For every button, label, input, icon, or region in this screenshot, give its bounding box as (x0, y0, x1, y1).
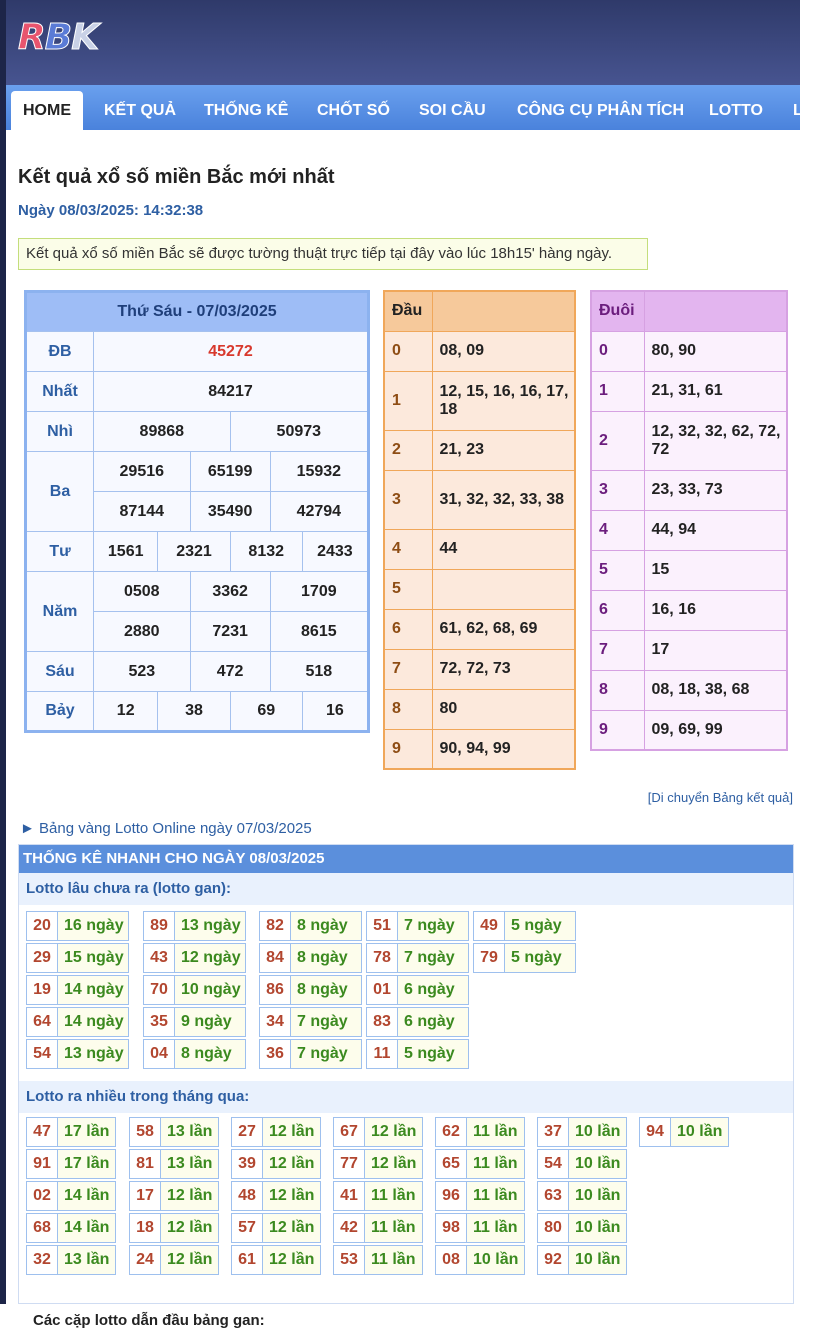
stat-cell (26, 911, 129, 941)
nav-chot-so[interactable]: CHỐT SỐ (317, 102, 390, 119)
stat-cell (537, 1181, 627, 1211)
stat-count: 10 lần (569, 1118, 626, 1146)
stat-number: 54 (538, 1150, 569, 1178)
prize-nhat: 84217 (94, 372, 369, 412)
dau-values: 12, 15, 16, 16, 17, 18 (432, 371, 575, 430)
prize-nam: 2880 (94, 612, 191, 652)
stat-number: 63 (538, 1182, 569, 1210)
duoi-header-blank (644, 291, 787, 331)
stat-number: 49 (474, 912, 505, 940)
stat-count: 8 ngày (291, 976, 361, 1004)
duoi-key: 9 (591, 710, 644, 750)
stat-cell (259, 975, 362, 1005)
stat-number: 79 (474, 944, 505, 972)
page-body (0, 130, 800, 1329)
stat-number: 86 (260, 976, 291, 1004)
nav-ket-qua[interactable]: KẾT QUẢ (104, 102, 176, 119)
dau-values: 61, 62, 68, 69 (432, 609, 575, 649)
duoi-table (590, 290, 788, 751)
stat-number: 58 (130, 1118, 161, 1146)
prize-sau: 518 (270, 652, 368, 692)
stat-count: 7 ngày (291, 1008, 361, 1036)
prize-ba: 15932 (270, 452, 368, 492)
stat-cell (366, 975, 469, 1005)
stat-number: 32 (27, 1246, 58, 1274)
stat-cell (537, 1213, 627, 1243)
stat-count: 8 ngày (291, 944, 361, 972)
dau-header-blank (432, 291, 575, 331)
duoi-values: 80, 90 (644, 331, 787, 371)
dau-table (383, 290, 576, 770)
stat-cell (26, 1149, 116, 1179)
stat-cell (143, 943, 246, 973)
stat-count: 13 ngày (175, 912, 245, 940)
stat-cell (143, 1039, 246, 1069)
duoi-key: 1 (591, 371, 644, 411)
nav-cong-cu-phan-tich[interactable]: CÔNG CỤ PHÂN TÍCH (517, 102, 685, 119)
stat-cell (231, 1245, 321, 1275)
dau-values: 08, 09 (432, 331, 575, 371)
dau-key: 5 (384, 569, 432, 609)
stat-number: 77 (334, 1150, 365, 1178)
prize-tu: 1561 (94, 532, 158, 572)
stat-number: 94 (640, 1118, 671, 1146)
logo-letter-k: K (71, 17, 99, 58)
prize-tu: 2433 (302, 532, 368, 572)
stat-cell (231, 1213, 321, 1243)
stat-cell (537, 1149, 627, 1179)
stat-cell (333, 1181, 423, 1211)
main-nav (0, 85, 803, 130)
stat-number: 57 (232, 1214, 263, 1242)
stat-cell (143, 975, 246, 1005)
stat-count: 10 lần (569, 1182, 626, 1210)
stat-number: 53 (334, 1246, 365, 1274)
prize-nam: 7231 (190, 612, 270, 652)
stat-count: 7 ngày (398, 912, 468, 940)
stat-count: 12 lần (161, 1182, 218, 1210)
stat-cell (129, 1181, 219, 1211)
dau-key: 3 (384, 470, 432, 529)
stat-count: 11 lần (467, 1118, 524, 1146)
dau-values: 31, 32, 32, 33, 38 (432, 470, 575, 529)
stat-count: 13 lần (161, 1118, 218, 1146)
prize-nam: 3362 (190, 572, 270, 612)
stat-count: 12 lần (263, 1214, 320, 1242)
prize-ba: 42794 (270, 492, 368, 532)
stat-count: 13 lần (58, 1246, 115, 1274)
stat-cell (366, 943, 469, 973)
site-logo[interactable] (18, 17, 99, 58)
duoi-values: 09, 69, 99 (644, 710, 787, 750)
nav-home[interactable]: HOME (11, 91, 83, 130)
stat-number: 36 (260, 1040, 291, 1068)
nhieu-grid (19, 1113, 793, 1273)
stat-number: 70 (144, 976, 175, 1004)
dau-key: 7 (384, 649, 432, 689)
stat-number: 92 (538, 1246, 569, 1274)
prize-nam: 8615 (270, 612, 368, 652)
stat-count: 13 ngày (58, 1040, 128, 1068)
stat-count: 12 lần (263, 1246, 320, 1274)
stat-count: 12 ngày (175, 944, 245, 972)
stat-cell (537, 1245, 627, 1275)
duoi-key: 2 (591, 411, 644, 470)
prize-ba: 35490 (190, 492, 270, 532)
label-tu: Tư (26, 532, 94, 572)
stat-number: 78 (367, 944, 398, 972)
stat-count: 16 ngày (58, 912, 128, 940)
duoi-key: 7 (591, 630, 644, 670)
stat-cell (26, 1007, 129, 1037)
stat-number: 67 (334, 1118, 365, 1146)
prize-nam: 0508 (94, 572, 191, 612)
stat-cell (259, 911, 362, 941)
stat-count: 8 ngày (175, 1040, 245, 1068)
result-table (24, 290, 370, 733)
prize-nhi: 50973 (230, 412, 368, 452)
stat-cell (366, 1039, 469, 1069)
label-bay: Bảy (26, 692, 94, 732)
nav-soi-cau[interactable]: SOI CẦU (419, 102, 486, 119)
stat-number: 65 (436, 1150, 467, 1178)
stat-number: 42 (334, 1214, 365, 1242)
stat-cell (639, 1117, 729, 1147)
stat-cell (435, 1245, 525, 1275)
nhieu-section-title: Lotto ra nhiều trong tháng qua: (19, 1081, 793, 1113)
page-title: Kết quả xổ số miền Bắc mới nhất (18, 166, 335, 188)
stat-cell (26, 1117, 116, 1147)
stat-number: 80 (538, 1214, 569, 1242)
duoi-values: 21, 31, 61 (644, 371, 787, 411)
stat-count: 12 lần (161, 1246, 218, 1274)
stat-count: 11 lần (365, 1214, 422, 1242)
stat-number: 02 (27, 1182, 58, 1210)
stat-cell (259, 1007, 362, 1037)
stat-count: 13 lần (161, 1150, 218, 1178)
stat-count: 12 lần (263, 1182, 320, 1210)
quick-stats-title: THỐNG KÊ NHANH CHO NGÀY 08/03/2025 (19, 845, 793, 873)
duoi-values: 12, 32, 32, 62, 72, 72 (644, 411, 787, 470)
site-header (0, 0, 800, 85)
nav-lotto[interactable]: LOTTO (709, 102, 763, 119)
stat-cell (129, 1117, 219, 1147)
stat-count: 12 lần (263, 1118, 320, 1146)
dau-values: 21, 23 (432, 430, 575, 470)
prize-bay: 12 (94, 692, 158, 732)
label-sau: Sáu (26, 652, 94, 692)
dau-key: 4 (384, 529, 432, 569)
duoi-values: 23, 33, 73 (644, 470, 787, 510)
stat-number: 04 (144, 1040, 175, 1068)
duoi-key: 6 (591, 590, 644, 630)
prize-ba: 29516 (94, 452, 191, 492)
prize-bay: 69 (230, 692, 302, 732)
dau-values: 80 (432, 689, 575, 729)
gan-grid (19, 905, 793, 1081)
current-date: Ngày 08/03/2025: 14:32:38 (18, 202, 204, 219)
duoi-values: 44, 94 (644, 510, 787, 550)
stat-number: 27 (232, 1118, 263, 1146)
duoi-key: 4 (591, 510, 644, 550)
gan-pairs-section-title: Các cặp lotto dẫn đầu bảng gan: (33, 1312, 265, 1329)
stat-number: 84 (260, 944, 291, 972)
label-ba: Ba (26, 452, 94, 532)
prize-sau: 523 (94, 652, 191, 692)
stat-count: 14 lần (58, 1182, 115, 1210)
stat-number: 17 (130, 1182, 161, 1210)
duoi-values: 15 (644, 550, 787, 590)
stat-count: 5 ngày (505, 944, 575, 972)
stat-cell (231, 1117, 321, 1147)
dau-key: 8 (384, 689, 432, 729)
prize-nam: 1709 (270, 572, 368, 612)
stat-count: 10 lần (569, 1214, 626, 1242)
stat-cell (26, 975, 129, 1005)
dau-key: 1 (384, 371, 432, 430)
dau-key: 2 (384, 430, 432, 470)
nav-more[interactable]: L (793, 102, 803, 119)
stat-number: 51 (367, 912, 398, 940)
stat-cell (333, 1245, 423, 1275)
stat-count: 6 ngày (398, 1008, 468, 1036)
stat-count: 14 ngày (58, 1008, 128, 1036)
dau-values: 44 (432, 529, 575, 569)
stat-number: 35 (144, 1008, 175, 1036)
stat-cell (537, 1117, 627, 1147)
stat-number: 19 (27, 976, 58, 1004)
stat-count: 8 ngày (291, 912, 361, 940)
label-db: ĐB (26, 332, 94, 372)
stat-count: 7 ngày (398, 944, 468, 972)
stat-cell (231, 1181, 321, 1211)
stat-count: 10 lần (569, 1246, 626, 1274)
prize-ba: 65199 (190, 452, 270, 492)
stat-cell (333, 1213, 423, 1243)
gan-section-title: Lotto lâu chưa ra (lotto gan): (19, 873, 793, 905)
stat-number: 54 (27, 1040, 58, 1068)
stat-cell (26, 1181, 116, 1211)
prize-tu: 8132 (230, 532, 302, 572)
stat-number: 68 (27, 1214, 58, 1242)
stat-count: 17 lần (58, 1118, 115, 1146)
stat-count: 11 lần (467, 1214, 524, 1242)
stat-count: 12 lần (263, 1150, 320, 1178)
prize-sau: 472 (190, 652, 270, 692)
stat-cell (259, 943, 362, 973)
stat-cell (473, 911, 576, 941)
move-results-link[interactable]: [Di chuyển Bảng kết quả] (647, 790, 793, 805)
stat-number: 24 (130, 1246, 161, 1274)
stat-number: 96 (436, 1182, 467, 1210)
stat-number: 64 (27, 1008, 58, 1036)
stat-number: 61 (232, 1246, 263, 1274)
stat-cell (26, 1245, 116, 1275)
stat-count: 11 lần (467, 1150, 524, 1178)
stat-count: 12 lần (161, 1214, 218, 1242)
prize-tu: 2321 (158, 532, 230, 572)
stat-cell (435, 1213, 525, 1243)
stat-number: 11 (367, 1040, 398, 1068)
stat-count: 5 ngày (505, 912, 575, 940)
stat-number: 01 (367, 976, 398, 1004)
stat-cell (333, 1117, 423, 1147)
nav-thong-ke[interactable]: THỐNG KÊ (204, 102, 289, 119)
stat-cell (26, 1213, 116, 1243)
duoi-key: 0 (591, 331, 644, 371)
stat-count: 11 lần (365, 1246, 422, 1274)
stat-count: 11 lần (365, 1182, 422, 1210)
dau-values (432, 569, 575, 609)
stat-count: 12 lần (365, 1118, 422, 1146)
stat-cell (129, 1149, 219, 1179)
stat-count: 12 lần (365, 1150, 422, 1178)
stat-number: 20 (27, 912, 58, 940)
stat-cell (143, 1007, 246, 1037)
result-caption: Thứ Sáu - 07/03/2025 (26, 292, 369, 332)
stat-number: 83 (367, 1008, 398, 1036)
stat-number: 41 (334, 1182, 365, 1210)
stat-cell (129, 1245, 219, 1275)
live-notice: Kết quả xổ số miền Bắc sẽ được tường thuật trực tiếp tại đây vào lúc 18h15' hàng ngày. (18, 238, 648, 270)
dau-header: Đầu (384, 291, 432, 331)
duoi-key: 3 (591, 470, 644, 510)
quick-stats-panel (18, 844, 794, 1329)
prize-nhi: 89868 (94, 412, 231, 452)
stat-cell (143, 911, 246, 941)
stat-count: 10 lần (671, 1118, 728, 1146)
stat-number: 47 (27, 1118, 58, 1146)
dau-key: 6 (384, 609, 432, 649)
stat-count: 5 ngày (398, 1040, 468, 1068)
stat-cell (333, 1149, 423, 1179)
stat-cell (366, 911, 469, 941)
duoi-key: 5 (591, 550, 644, 590)
stat-number: 37 (538, 1118, 569, 1146)
duoi-values: 17 (644, 630, 787, 670)
stat-count: 7 ngày (291, 1040, 361, 1068)
prize-ba: 87144 (94, 492, 191, 532)
duoi-header: Đuôi (591, 291, 644, 331)
stat-count: 6 ngày (398, 976, 468, 1004)
stat-count: 10 lần (569, 1150, 626, 1178)
stat-number: 62 (436, 1118, 467, 1146)
stat-count: 10 lần (467, 1246, 524, 1274)
prize-bay: 16 (302, 692, 368, 732)
logo-letter-r: R (18, 17, 45, 58)
stat-count: 14 lần (58, 1214, 115, 1242)
stat-number: 89 (144, 912, 175, 940)
gold-lotto-link[interactable]: ► Bảng vàng Lotto Online ngày 07/03/2025 (20, 820, 312, 837)
stat-number: 18 (130, 1214, 161, 1242)
stat-cell (435, 1181, 525, 1211)
stat-number: 29 (27, 944, 58, 972)
stat-number: 08 (436, 1246, 467, 1274)
duoi-key: 8 (591, 670, 644, 710)
stat-count: 11 lần (467, 1182, 524, 1210)
label-nhat: Nhất (26, 372, 94, 412)
stat-cell (473, 943, 576, 973)
stat-count: 15 ngày (58, 944, 128, 972)
stat-cell (366, 1007, 469, 1037)
dau-values: 72, 72, 73 (432, 649, 575, 689)
stat-number: 39 (232, 1150, 263, 1178)
stat-number: 91 (27, 1150, 58, 1178)
stat-cell (26, 943, 129, 973)
stat-count: 17 lần (58, 1150, 115, 1178)
stat-cell (129, 1213, 219, 1243)
prize-bay: 38 (158, 692, 230, 732)
dau-values: 90, 94, 99 (432, 729, 575, 769)
stat-count: 9 ngày (175, 1008, 245, 1036)
stat-number: 81 (130, 1150, 161, 1178)
stat-cell (435, 1117, 525, 1147)
stat-cell (259, 1039, 362, 1069)
label-nhi: Nhì (26, 412, 94, 452)
label-nam: Năm (26, 572, 94, 652)
stat-number: 82 (260, 912, 291, 940)
prize-db: 45272 (94, 332, 369, 372)
duoi-values: 16, 16 (644, 590, 787, 630)
duoi-values: 08, 18, 38, 68 (644, 670, 787, 710)
dau-key: 0 (384, 331, 432, 371)
dau-key: 9 (384, 729, 432, 769)
stat-cell (435, 1149, 525, 1179)
stat-number: 34 (260, 1008, 291, 1036)
stat-count: 14 ngày (58, 976, 128, 1004)
stat-number: 43 (144, 944, 175, 972)
stat-number: 48 (232, 1182, 263, 1210)
stat-count: 10 ngày (175, 976, 245, 1004)
stat-cell (26, 1039, 129, 1069)
stat-cell (231, 1149, 321, 1179)
stat-number: 98 (436, 1214, 467, 1242)
logo-letter-b: B (44, 17, 72, 58)
